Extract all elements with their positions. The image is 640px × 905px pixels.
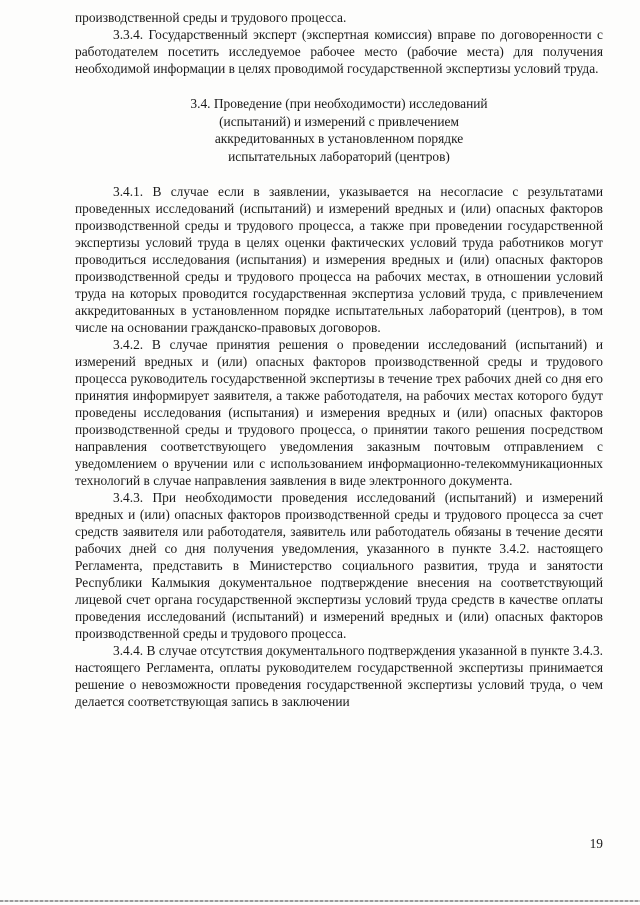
section-heading-line: аккредитованных в установленном порядке	[214, 131, 464, 146]
section-heading-3-4	[75, 95, 603, 165]
paragraph-3-4-1: 3.4.1. В случае если в заявлении, указывается на несогласие с результатами проведенных исследований (испытаний) и измерений вредных и (или) опасных факторов производственной среды и трудового процесса, а также при проведении государственной экспертизы условий труда в целях оценки фактических условий труда работников могут проводиться исследования (испытания) и измерения вредных и (или) опасных факторов производственной среды и трудового процесса на рабочих местах, в отношении условий труда на которых проводится государственная экспертиза условий труда, с привлечением аккредитованных в установленном порядке испытательных лабораторий (центров), в том числе на основании гражданско-правовых договоров.	[75, 184, 603, 335]
paragraph-continuation: производственной среды и трудового процесса.	[75, 10, 347, 25]
scan-edge-divider	[0, 900, 640, 902]
paragraph-3-4-3: 3.4.3. При необходимости проведения исследований (испытаний) и измерений вредных и (или) опасных факторов производственной среды и трудового процесса за счет средств заявителя или работодателя, заявитель или работодатель обязаны в течение десяти рабочих дней со дня получения уведомления, указанного в пункте 3.4.2. настоящего Регламента, представить в Министерство социального развития, труда и занятости Республики Калмыкия документальное подтверждение внесения на соответствующий лицевой счет органа государственной экспертизы условий труда средств в качестве оплаты проведения исследований (испытаний) и измерений вредных и (или) опасных факторов производственной среды и трудового процесса.	[75, 490, 603, 641]
section-heading-line: (испытаний) и измерений с привлечением	[219, 113, 459, 129]
document-body	[75, 9, 603, 710]
paragraph-3-4-2: 3.4.2. В случае принятия решения о проведении исследований (испытаний) и измерений вредных и (или) опасных факторов производственной среды и трудового процесса руководитель государственной экспертизы в течение трех рабочих дней со дня его принятия информирует заявителя, а также работодателя, на рабочих местах которого будут проведены исследования (испытания) и измерения вредных и (или) опасных факторов производственной среды и трудового процесса, о принятии такого решения посредством направления соответствующего уведомления заказным почтовым отправлением с уведомлением о вручении или с использованием информационно-телекоммуникационных технологий в случае направления заявления в виде электронного документа.	[75, 337, 603, 488]
section-heading-line: 3.4. Проведение (при необходимости) исследований	[190, 96, 488, 111]
page-number: 19	[589, 836, 603, 851]
paragraph-3-4-4: 3.4.4. В случае отсутствия документального подтверждения указанной в пункте 3.4.3. настоящего Регламента, оплаты руководителем государственной экспертизы принимается решение о невозможности проведения государственной экспертизы условий труда, о чем делается соответствующая запись в заключении	[75, 643, 603, 709]
section-heading-line: испытательных лабораторий (центров)	[228, 148, 450, 164]
paragraph-3-3-4: 3.3.4. Государственный эксперт (экспертная комиссия) вправе по договоренности с работодателем посетить исследуемое рабочее место (рабочие места) для получения необходимой информации в целях проводимой государственной экспертизы условий труда.	[75, 27, 603, 76]
